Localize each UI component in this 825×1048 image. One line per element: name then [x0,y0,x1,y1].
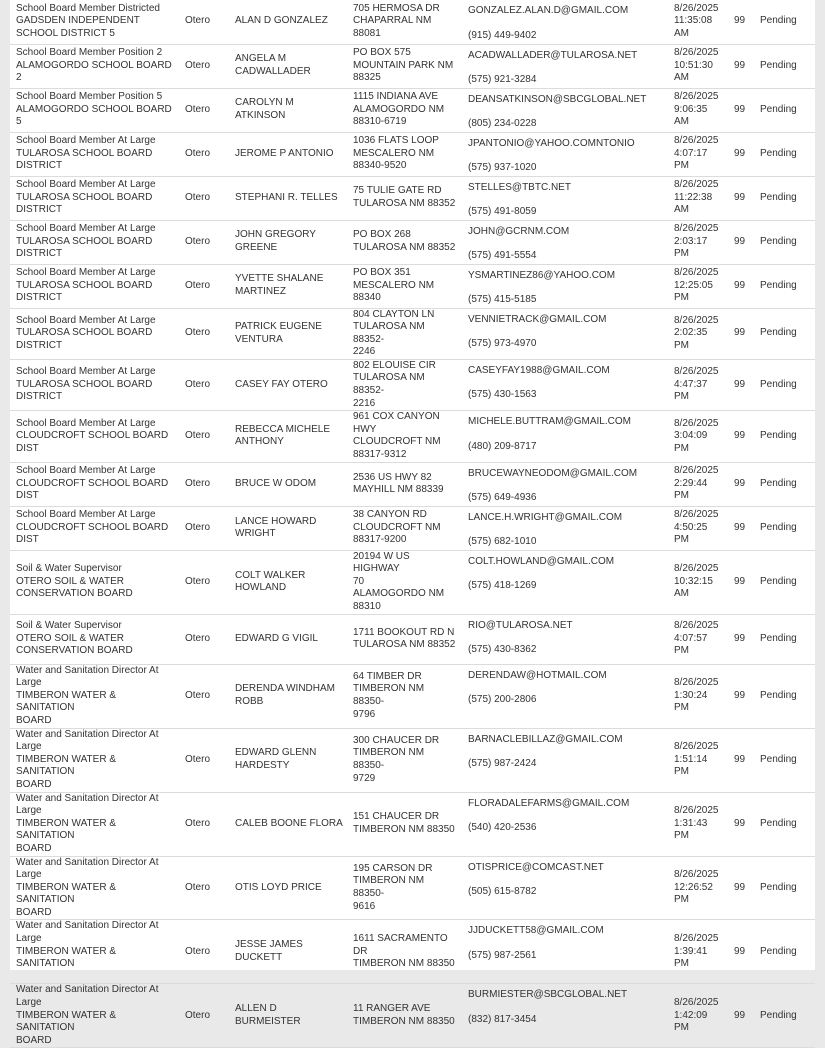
filed-date-cell: 8/26/2025 11:35:08 AM [668,0,726,44]
table-row [10,308,815,359]
office-cell: School Board Member Position 2 ALAMOGORDO SCHOOL BOARD 2 [10,44,177,88]
code-cell: 99 [726,411,756,462]
phone-text: (575) 682-1010 [468,536,537,548]
candidate-name-cell: COLT WALKER HOWLAND [229,550,347,614]
office-cell: School Board Member Position 5 ALAMOGORDO SCHOOL BOARD 5 [10,88,177,132]
contact-cell [462,728,668,792]
code-cell: 99 [726,308,756,359]
contact-cell [462,359,668,410]
office-cell: School Board Member Districted GADSDEN INDEPENDENT SCHOOL DISTRICT 5 [10,0,177,44]
candidate-name-cell: CALEB BOONE FLORA [229,792,347,856]
page-bottom-edge [0,970,825,980]
phone-text: (805) 234-0228 [468,118,537,130]
county-cell: Otero [177,359,229,410]
status-cell: Pending [756,88,815,132]
contact-cell [462,176,668,220]
table-row [10,0,815,44]
table-row [10,856,815,920]
filed-date-cell: 8/26/2025 2:02:35 PM [668,308,726,359]
county-cell: Otero [177,920,229,984]
table-row [10,264,815,308]
status-cell: Pending [756,664,815,728]
status-cell: Pending [756,176,815,220]
candidate-name-cell: LANCE HOWARD WRIGHT [229,506,347,550]
address-cell: PO BOX 351 MESCALERO NM 88340 [347,264,462,308]
county-cell: Otero [177,88,229,132]
table-row [10,411,815,462]
candidate-name-cell: ALAN D GONZALEZ [229,0,347,44]
address-cell: 804 CLAYTON LN TULAROSA NM 88352- 2246 [347,308,462,359]
email-text: COLT.HOWLAND@GMAIL.COM [468,555,615,567]
table-row [10,220,815,264]
filed-date-cell: 8/26/2025 1:39:41 PM [668,920,726,984]
filed-date-cell: 8/26/2025 1:42:09 PM [668,984,726,1048]
address-cell: 1115 INDIANA AVE ALAMOGORDO NM 88310-6719 [347,88,462,132]
phone-text: (575) 649-4936 [468,492,537,504]
contact-cell [462,0,668,44]
contact-cell [462,792,668,856]
candidate-name-cell: JESSE JAMES DUCKETT [229,920,347,984]
office-cell: Water and Sanitation Director At Large TIMBERON WATER & SANITATION BOARD [10,664,177,728]
contact-cell [462,506,668,550]
email-text: YSMARTINEZ86@YAHOO.COM [468,269,616,281]
email-text: GONZALEZ.ALAN.D@GMAIL.COM [468,5,629,16]
email-text: OTISPRICE@COMCAST.NET [468,861,604,873]
table-row [10,132,815,176]
email-text: JJDUCKETT58@GMAIL.COM [468,925,604,937]
contact-cell [462,462,668,506]
status-cell: Pending [756,920,815,984]
phone-text: (575) 430-8362 [468,644,537,656]
code-cell: 99 [726,220,756,264]
code-cell: 99 [726,359,756,410]
filed-date-cell: 8/26/2025 9:06:35 AM [668,88,726,132]
code-cell: 99 [726,614,756,664]
candidate-name-cell: EDWARD G VIGIL [229,614,347,664]
filed-date-cell: 8/26/2025 2:29:44 PM [668,462,726,506]
county-cell: Otero [177,614,229,664]
filed-date-cell: 8/26/2025 4:47:37 PM [668,359,726,410]
code-cell: 99 [726,984,756,1048]
address-cell: 151 CHAUCER DR TIMBERON NM 88350 [347,792,462,856]
address-cell: PO BOX 575 MOUNTAIN PARK NM 88325 [347,44,462,88]
office-cell: Soil & Water Supervisor OTERO SOIL & WATER CONSERVATION BOARD [10,550,177,614]
code-cell: 99 [726,664,756,728]
email-text: JOHN@GCRNM.COM [468,225,570,237]
filed-date-cell: 8/26/2025 4:50:25 PM [668,506,726,550]
address-cell: 75 TULIE GATE RD TULAROSA NM 88352 [347,176,462,220]
filed-date-cell: 8/26/2025 10:51:30 AM [668,44,726,88]
contact-cell [462,411,668,462]
office-cell: School Board Member At Large TULAROSA SCHOOL BOARD DISTRICT [10,220,177,264]
email-text: MICHELE.BUTTRAM@GMAIL.COM [468,416,631,428]
county-cell: Otero [177,506,229,550]
code-cell: 99 [726,728,756,792]
address-cell: 300 CHAUCER DR TIMBERON NM 88350- 9729 [347,728,462,792]
office-cell: Water and Sanitation Director At Large TIMBERON WATER & SANITATION BOARD [10,984,177,1048]
table-row [10,664,815,728]
status-cell: Pending [756,550,815,614]
candidate-name-cell: EDWARD GLENN HARDESTY [229,728,347,792]
phone-text: (575) 937-1020 [468,162,537,174]
address-cell: 11 RANGER AVE TIMBERON NM 88350 [347,984,462,1048]
email-text: BARNACLEBILLAZ@GMAIL.COM [468,733,623,745]
status-cell: Pending [756,0,815,44]
office-cell: School Board Member At Large CLOUDCROFT SCHOOL BOARD DIST [10,506,177,550]
contact-cell [462,88,668,132]
email-text: LANCE.H.WRIGHT@GMAIL.COM [468,511,623,523]
candidate-name-cell: ANGELA M CADWALLADER [229,44,347,88]
phone-text: (575) 921-3284 [468,74,537,86]
address-cell: 2536 US HWY 82 MAYHILL NM 88339 [347,462,462,506]
email-text: ACADWALLADER@TULAROSA.NET [468,49,638,61]
contact-cell [462,220,668,264]
office-cell: Water and Sanitation Director At Large TIMBERON WATER & SANITATION BOARD [10,856,177,920]
email-text: RIO@TULAROSA.NET [468,619,573,631]
table-row [10,792,815,856]
code-cell: 99 [726,264,756,308]
code-cell: 99 [726,550,756,614]
county-cell: Otero [177,220,229,264]
code-cell: 99 [726,88,756,132]
county-cell: Otero [177,856,229,920]
status-cell: Pending [756,856,815,920]
candidate-name-cell: REBECCA MICHELE ANTHONY [229,411,347,462]
contact-cell [462,856,668,920]
phone-text: (480) 209-8717 [468,440,537,452]
address-cell: 961 COX CANYON HWY CLOUDCROFT NM 88317-9312 [347,411,462,462]
candidate-name-cell: JEROME P ANTONIO [229,132,347,176]
email-text: DERENDAW@HOTMAIL.COM [468,669,607,681]
status-cell: Pending [756,792,815,856]
filed-date-cell: 8/26/2025 1:51:14 PM [668,728,726,792]
phone-text: (575) 430-1563 [468,389,537,401]
filed-date-cell: 8/26/2025 1:31:43 PM [668,792,726,856]
filed-date-cell: 8/26/2025 2:03:17 PM [668,220,726,264]
email-text: DEANSATKINSON@SBCGLOBAL.NET [468,93,647,105]
office-cell: Water and Sanitation Director At Large TIMBERON WATER & SANITATION [10,920,177,984]
contact-cell [462,614,668,664]
phone-text: (575) 987-2561 [468,950,537,962]
code-cell: 99 [726,44,756,88]
office-cell: School Board Member At Large TULAROSA SCHOOL BOARD DISTRICT [10,359,177,410]
county-cell: Otero [177,308,229,359]
candidate-list-sheet [10,0,815,1046]
email-text: CASEYFAY1988@GMAIL.COM [468,364,610,376]
candidate-name-cell: OTIS LOYD PRICE [229,856,347,920]
status-cell: Pending [756,462,815,506]
county-cell: Otero [177,462,229,506]
table-row [10,550,815,614]
phone-text: (540) 420-2536 [468,822,537,834]
phone-text: (505) 615-8782 [468,886,537,898]
email-text: STELLES@TBTC.NET [468,181,571,193]
code-cell: 99 [726,920,756,984]
status-cell: Pending [756,359,815,410]
filed-date-cell: 8/26/2025 4:07:57 PM [668,614,726,664]
email-text: VENNIETRACK@GMAIL.COM [468,313,607,325]
office-cell: Water and Sanitation Director At Large TIMBERON WATER & SANITATION BOARD [10,728,177,792]
county-cell: Otero [177,664,229,728]
address-cell: 20194 W US HIGHWAY 70 ALAMOGORDO NM 88310 [347,550,462,614]
contact-cell [462,550,668,614]
phone-text: (575) 987-2424 [468,758,537,770]
status-cell: Pending [756,506,815,550]
county-cell: Otero [177,176,229,220]
candidate-name-cell: CASEY FAY OTERO [229,359,347,410]
phone-text: (575) 491-8059 [468,206,537,218]
candidate-table [10,0,815,1048]
status-cell: Pending [756,264,815,308]
candidate-name-cell: DERENDA WINDHAM ROBB [229,664,347,728]
office-cell: School Board Member At Large TULAROSA SCHOOL BOARD DISTRICT [10,176,177,220]
status-cell: Pending [756,984,815,1048]
candidate-name-cell: ALLEN D BURMEISTER [229,984,347,1048]
address-cell: 195 CARSON DR TIMBERON NM 88350- 9616 [347,856,462,920]
phone-text: (575) 200-2806 [468,694,537,706]
code-cell: 99 [726,176,756,220]
filed-date-cell: 8/26/2025 4:07:17 PM [668,132,726,176]
county-cell: Otero [177,550,229,614]
status-cell: Pending [756,411,815,462]
candidate-table-body [10,0,815,1048]
phone-text: (915) 449-9402 [468,29,537,41]
office-cell: School Board Member At Large TULAROSA SCHOOL BOARD DISTRICT [10,132,177,176]
county-cell: Otero [177,728,229,792]
county-cell: Otero [177,984,229,1048]
code-cell: 99 [726,462,756,506]
address-cell: PO BOX 268 TULAROSA NM 88352 [347,220,462,264]
status-cell: Pending [756,132,815,176]
phone-text: (832) 817-3454 [468,1014,537,1026]
code-cell: 99 [726,132,756,176]
county-cell: Otero [177,792,229,856]
table-row [10,506,815,550]
email-text: FLORADALEFARMS@GMAIL.COM [468,797,630,809]
code-cell: 99 [726,506,756,550]
status-cell: Pending [756,308,815,359]
address-cell: 38 CANYON RD CLOUDCROFT NM 88317-9200 [347,506,462,550]
contact-cell [462,664,668,728]
table-row [10,984,815,1048]
table-row [10,176,815,220]
filed-date-cell: 8/26/2025 3:04:09 PM [668,411,726,462]
table-row [10,728,815,792]
county-cell: Otero [177,411,229,462]
office-cell: School Board Member At Large CLOUDCROFT SCHOOL BOARD DIST [10,462,177,506]
email-text: JPANTONIO@YAHOO.COMNTONIO [468,137,635,149]
contact-cell [462,44,668,88]
filed-date-cell: 8/26/2025 11:22:38 AM [668,176,726,220]
office-cell: School Board Member At Large TULAROSA SCHOOL BOARD DISTRICT [10,308,177,359]
county-cell: Otero [177,44,229,88]
contact-cell [462,308,668,359]
email-text: BRUCEWAYNEODOM@GMAIL.COM [468,467,638,479]
contact-cell [462,132,668,176]
table-row [10,462,815,506]
table-row [10,359,815,410]
candidate-name-cell: YVETTE SHALANE MARTINEZ [229,264,347,308]
phone-text: (575) 418-1269 [468,580,537,592]
candidate-name-cell: CAROLYN M ATKINSON [229,88,347,132]
office-cell: Soil & Water Supervisor OTERO SOIL & WATER CONSERVATION BOARD [10,614,177,664]
filed-date-cell: 8/26/2025 12:26:52 PM [668,856,726,920]
phone-text: (575) 491-5554 [468,250,537,262]
candidate-name-cell: STEPHANI R. TELLES [229,176,347,220]
status-cell: Pending [756,614,815,664]
address-cell: 705 HERMOSA DR CHAPARRAL NM 88081 [347,0,462,44]
candidate-name-cell: BRUCE W ODOM [229,462,347,506]
filed-date-cell: 8/26/2025 1:30:24 PM [668,664,726,728]
contact-cell [462,264,668,308]
code-cell: 99 [726,856,756,920]
address-cell: 1036 FLATS LOOP MESCALERO NM 88340-9520 [347,132,462,176]
office-cell: School Board Member At Large CLOUDCROFT SCHOOL BOARD DIST [10,411,177,462]
status-cell: Pending [756,728,815,792]
address-cell: 1711 BOOKOUT RD N TULAROSA NM 88352 [347,614,462,664]
code-cell: 99 [726,0,756,44]
county-cell: Otero [177,0,229,44]
office-cell: School Board Member At Large TULAROSA SCHOOL BOARD DISTRICT [10,264,177,308]
candidate-name-cell: JOHN GREGORY GREENE [229,220,347,264]
status-cell: Pending [756,220,815,264]
filed-date-cell: 8/26/2025 12:25:05 PM [668,264,726,308]
address-cell: 802 ELOUISE CIR TULAROSA NM 88352- 2216 [347,359,462,410]
table-row [10,44,815,88]
status-cell: Pending [756,44,815,88]
filed-date-cell: 8/26/2025 10:32:15 AM [668,550,726,614]
email-text: BURMIESTER@SBCGLOBAL.NET [468,989,628,1001]
office-cell: Water and Sanitation Director At Large TIMBERON WATER & SANITATION BOARD [10,792,177,856]
table-row [10,88,815,132]
code-cell: 99 [726,792,756,856]
county-cell: Otero [177,264,229,308]
phone-text: (575) 973-4970 [468,338,537,350]
candidate-name-cell: PATRICK EUGENE VENTURA [229,308,347,359]
address-cell: 1611 SACRAMENTO DR TIMBERON NM 88350 [347,920,462,984]
phone-text: (575) 415-5185 [468,294,537,306]
county-cell: Otero [177,132,229,176]
address-cell: 64 TIMBER DR TIMBERON NM 88350- 9796 [347,664,462,728]
table-row [10,614,815,664]
contact-cell [462,984,668,1048]
